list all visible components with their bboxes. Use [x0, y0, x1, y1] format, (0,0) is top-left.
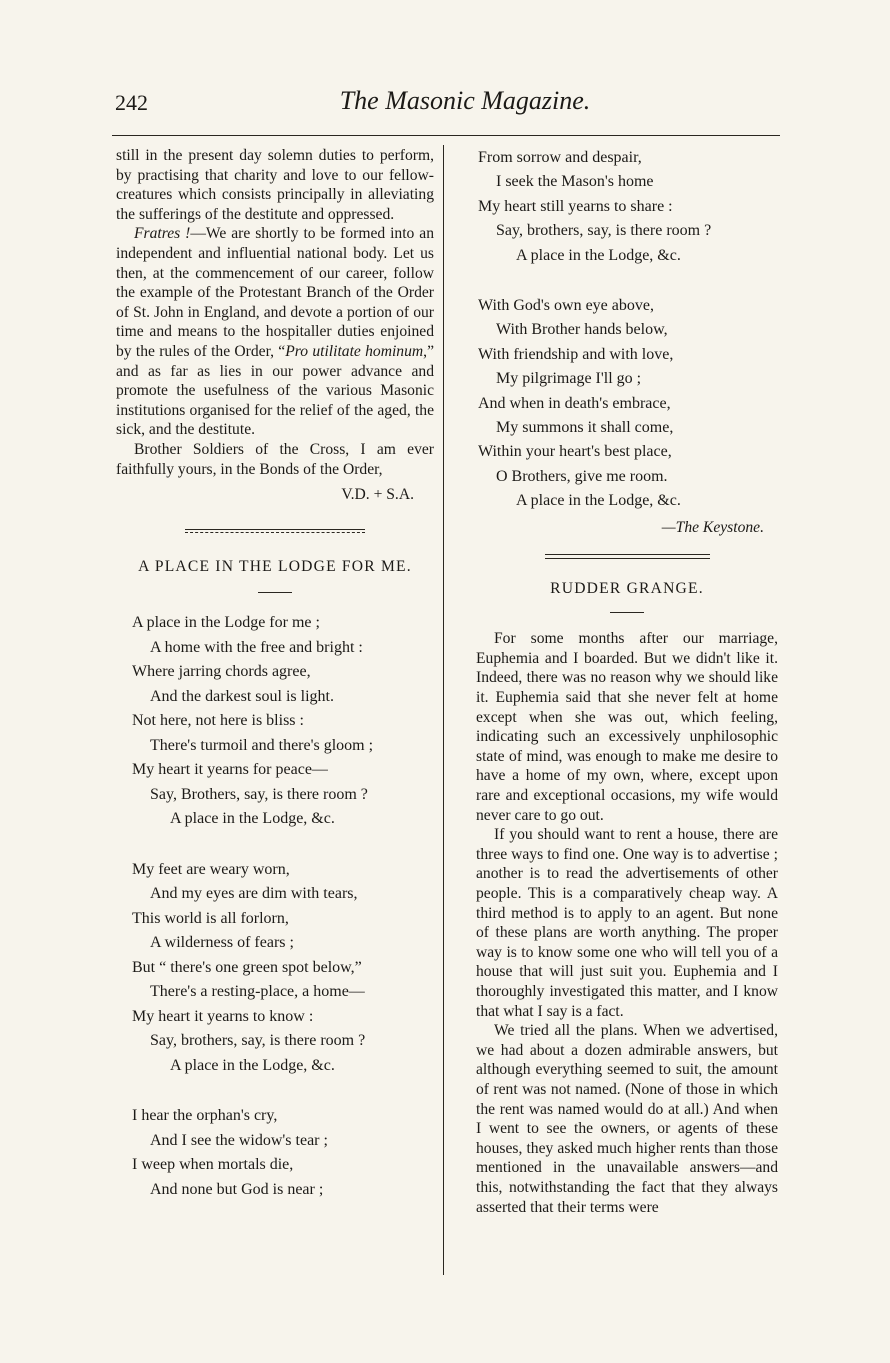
verse-line: And when in death's embrace,	[478, 394, 671, 412]
title-rule	[610, 612, 644, 613]
article-body	[476, 629, 778, 1217]
stanza	[116, 858, 434, 1079]
poem-right	[476, 146, 778, 514]
verse-line: I seek the Mason's home	[496, 173, 654, 191]
verse-line: With friendship and with love,	[478, 345, 674, 363]
verse-line: I weep when mortals die,	[132, 1156, 294, 1174]
header-rule	[112, 135, 780, 136]
section-ornament	[185, 529, 365, 533]
verse-line: But “ there's one green spot below,”	[132, 958, 362, 976]
text-segment: Pro utilitate hominum	[285, 342, 424, 360]
paragraph	[116, 146, 434, 224]
left-paragraphs	[116, 146, 434, 479]
verse-line: And none but God is near ;	[150, 1180, 324, 1198]
text-segment: —We are shortly to be formed into an independent and influential national body. Let us then, at the commencement of our career, follow the example of the Protestant Branch of the Order of St. John in England, and devote a portion of our time and means to the hospitaller duties enjoined by the rules of the Order, “	[116, 225, 434, 360]
page-number: 242	[115, 90, 148, 115]
poem-source: —The Keystone.	[661, 518, 764, 536]
poem-title: A PLACE IN THE LODGE FOR ME.	[138, 557, 412, 575]
verse-line: I hear the orphan's cry,	[132, 1107, 278, 1125]
text-segment: still in the present day solemn duties to perform, by practising that charity and love to our fellow-creatures which consists principally in alleviating the sufferings of the destitute and oppressed.	[116, 147, 434, 223]
verse-line: My heart it yearns for peace—	[132, 761, 328, 779]
text-segment: Brother Soldiers of the Cross, I am ever faithfully yours, in the Bonds of the Order,	[116, 440, 434, 478]
verse-line: Not here, not here is bliss :	[132, 712, 304, 730]
stanza	[116, 611, 434, 832]
stanza	[476, 294, 778, 514]
text-segment: Fratres !	[134, 225, 191, 243]
verse-line: Where jarring chords agree,	[132, 663, 311, 681]
verse-line: There's turmoil and there's gloom ;	[150, 736, 374, 754]
verse-line: And I see the widow's tear ;	[150, 1131, 328, 1149]
paragraph	[116, 440, 434, 479]
verse-line: Within your heart's best place,	[478, 443, 672, 461]
verse-line: A wilderness of fears ;	[150, 934, 294, 952]
title-rule	[258, 592, 292, 593]
text-segment: ,” and as far as lies in our power advance and promote the usefulness of the various Masonic institutions organised for the relief of the aged, the sick, and the destitute.	[116, 342, 434, 439]
verse-line: This world is all forlorn,	[132, 909, 289, 927]
verse-line: My pilgrimage I'll go ;	[496, 370, 642, 388]
verse-line: A place in the Lodge, &c.	[516, 492, 681, 510]
verse-line: My heart still yearns to share :	[478, 197, 673, 215]
verse-line: From sorrow and despair,	[478, 149, 642, 166]
signature: V.D. + S.A.	[341, 486, 414, 504]
verse-line: My feet are weary worn,	[132, 860, 290, 878]
verse-line: A home with the free and bright :	[150, 638, 363, 656]
verse-line: A place in the Lodge, &c.	[516, 246, 681, 264]
verse-line: A place in the Lodge for me ;	[132, 614, 320, 632]
verse-line: And the darkest soul is light.	[150, 687, 334, 705]
verse-line: With Brother hands below,	[496, 321, 668, 339]
article-title: RUDDER GRANGE.	[550, 579, 704, 597]
running-title: The Masonic Magazine.	[339, 86, 591, 115]
verse-line: A place in the Lodge, &c.	[170, 1056, 335, 1074]
verse-line: Say, brothers, say, is there room ?	[150, 1032, 366, 1050]
verse-line: O Brothers, give me room.	[496, 467, 668, 485]
double-rule	[545, 554, 710, 559]
verse-line: There's a resting-place, a home—	[150, 983, 365, 1001]
right-column	[476, 146, 778, 1217]
column-divider	[443, 145, 444, 1275]
verse-line: My heart it yearns to know :	[132, 1007, 314, 1025]
paragraph	[116, 224, 434, 440]
verse-line: And my eyes are dim with tears,	[150, 885, 358, 903]
verse-line: Say, Brothers, say, is there room ?	[150, 785, 368, 803]
article-paragraph: If you should want to rent a house, there are three ways to find one. One way is to advertise ; another is to read the advertisements of other people. This is a comparatively cheap way. A third method is to apply to an agent. But none of these plans are worth anything. The proper way is to know some one who will tell you of a house that will just suit you. Euphemia and I thoroughly investigated this matter, and I know that what I say is a fact.	[476, 826, 778, 1020]
verse-line: My summons it shall come,	[496, 419, 674, 437]
stanza	[476, 146, 778, 268]
poem-left	[116, 611, 434, 1202]
verse-line: With God's own eye above,	[478, 297, 654, 315]
stanza	[116, 1104, 434, 1202]
article-paragraph: We tried all the plans. When we advertised, we had about a dozen admirable answers, but although everything seemed to suit, the amount of rent was not named. (None of those in which the rent was named would do at all.) And when I went to see the owners, or agents of these houses, they asked much higher rents than those mentioned in the unavailable answers—and this, notwithstanding the fact that they always asserted that their terms were	[476, 1022, 778, 1216]
verse-line: Say, brothers, say, is there room ?	[496, 222, 712, 240]
article-paragraph: For some months after our marriage, Euphemia and I boarded. But we didn't like it. Indeed, there was no reason why we should like it. Euphemia said that she never felt at home except when she was out, which feeling, indicating such an excessively unphilosophic state of mind, was enough to make me desire to have a home of my own, where, except upon rare and exceptional occasions, my wife would never care to go out.	[476, 630, 778, 824]
verse-line: A place in the Lodge, &c.	[170, 810, 335, 828]
left-column	[116, 146, 434, 1228]
